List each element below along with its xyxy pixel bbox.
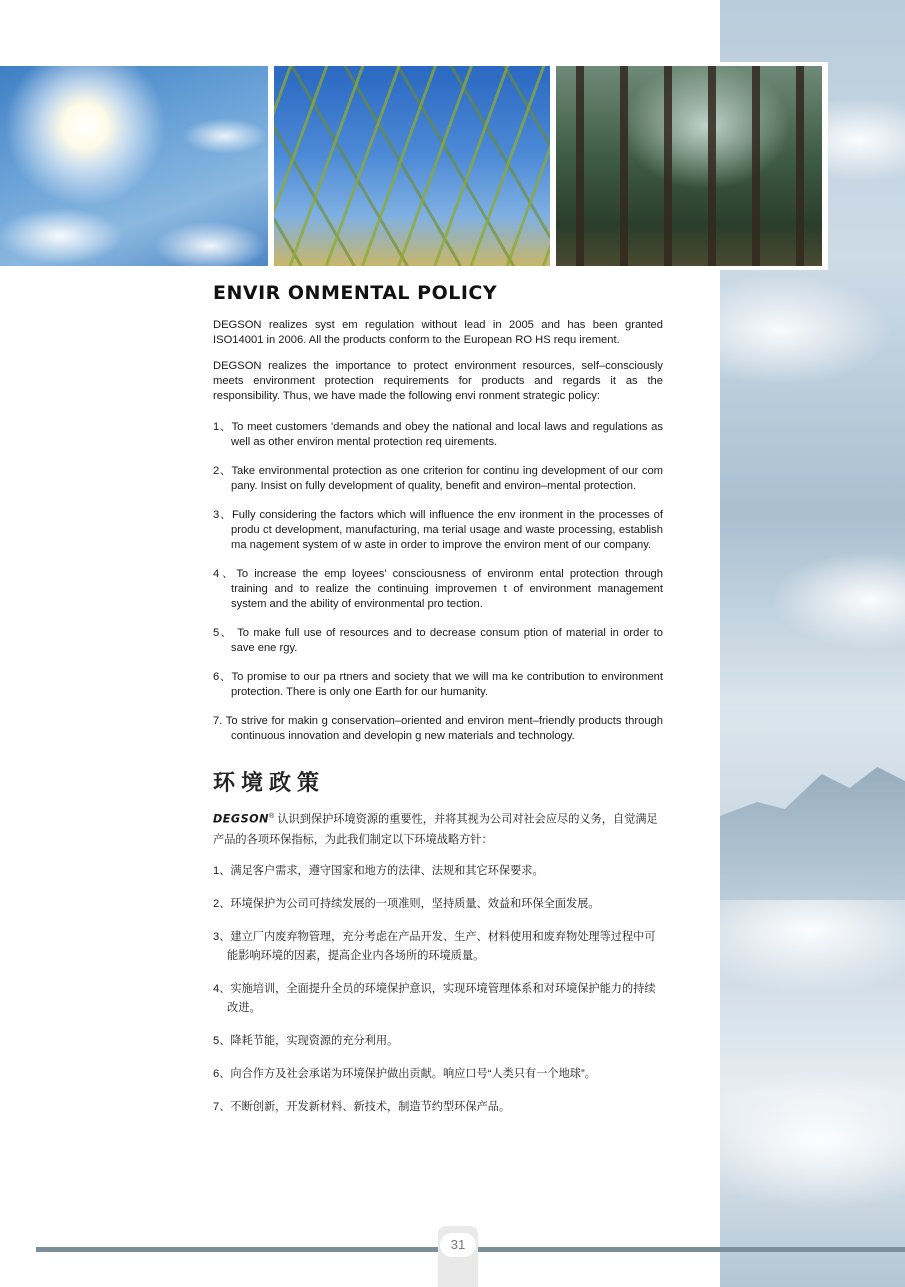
policy-paragraph: DEGSON realizes syst em regulation without lead in 2005 and has been granted ISO14001 in 2006. All the products conform to the European RO HS requ irement. — [213, 319, 663, 346]
cn-policy-item: 6、向合作方及社会承诺为环境保护做出贡献。响应口号“人类只有一个地球”。 — [213, 1067, 596, 1080]
page-number: 31 — [440, 1233, 476, 1257]
cn-policy-item: 1、满足客户需求，遵守国家和地方的法律、法规和其它环保要求。 — [213, 864, 544, 877]
policy-item: 2、Take environmental protection as one criterion for continu ing development of our com pany. Insist on fully development of quality, benefit and environ–mental protection. — [213, 465, 663, 492]
policy-title: ENVIR ONMENTAL POLICY — [213, 282, 498, 304]
cn-policy-item: 7、不断创新，开发新材料、新技术，制造节约型环保产品。 — [213, 1100, 511, 1113]
policy-paragraph: DEGSON realizes the importance to protect environment resources, self–consciously meets environment protection requirements for products and regards it as the responsibility. Thus, we have made the following envi ronment strategic policy: — [213, 360, 663, 402]
sun-sky-photo — [0, 66, 268, 266]
cn-policy-item: 2、环境保护为公司可持续发展的一项准则，坚持质量、效益和环保全面发展。 — [213, 897, 600, 910]
cn-policy-title: 环境政策 — [213, 771, 326, 796]
photo-banner — [0, 62, 828, 270]
rice-plants-photo — [274, 66, 550, 266]
cn-policy-intro: DEGSON® 认识到保护环境资源的重要性，并将其视为公司对社会应尽的义务，自觉满足产品的各项环保指标，为此我们制定以下环境战略方针： — [213, 812, 658, 846]
forest-photo — [556, 66, 822, 266]
policy-item: 7. To strive for makin g conservation–oriented and environ ment–friendly products through continuous innovation and developin g new materials and technology. — [213, 715, 663, 742]
policy-item: 3、Fully considering the factors which will influence the env ironment in the processes of produ ct development, manufacturing, ma terial usage and waste processing, establish ma nagement system of w aste in order to improve the environ ment of our company. — [213, 509, 663, 551]
cn-policy-item: 4、实施培训，全面提升全员的环境保护意识，实现环境管理体系和对环境保护能力的持续改进。 — [213, 982, 656, 1014]
cn-intro-text: 认识到保护环境资源的重要性，并将其视为公司对社会应尽的义务，自觉满足产品的各项环保指标，为此我们制定以下环境战略方针： — [213, 813, 658, 846]
policy-item: 1、To meet customers 'demands and obey the national and local laws and regulations as well as other environ mental protection req uirements. — [213, 421, 663, 448]
cn-policy-item: 5、降耗节能，实现资源的充分利用。 — [213, 1034, 399, 1047]
policy-item: 6、To promise to our pa rtners and society that we will ma ke contribution to environment protection. There is only one Earth for our humanity. — [213, 671, 663, 698]
policy-item: 5、 To make full use of resources and to decrease consum ption of material in order to save ene rgy. — [213, 627, 663, 654]
brand-logo-text: DEGSON — [213, 812, 270, 826]
cn-policy-item: 3、建立厂内废弃物管理，充分考虑在产品开发、生产、材料使用和废弃物处理等过程中可能影响环境的因素，提高企业内各场所的环境质量。 — [213, 930, 656, 962]
policy-item: 4、To increase the emp loyees' consciousness of environm ental protection through training and to realize the continuing improvemen t of environment management system and the ability of environmental pro tection. — [213, 568, 663, 610]
policy-content — [213, 282, 663, 1131]
